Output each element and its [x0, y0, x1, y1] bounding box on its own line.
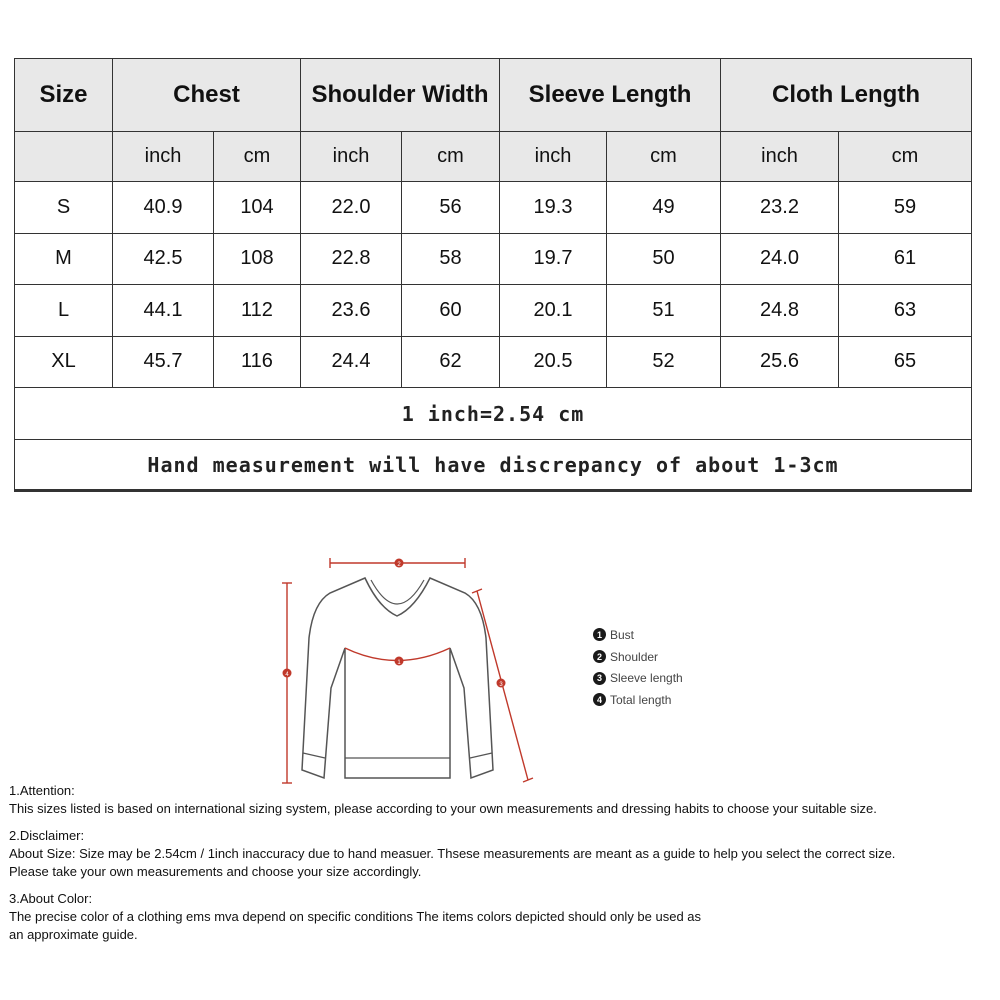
header-shoulder-width: Shoulder Width — [301, 59, 500, 132]
unit-row — [15, 132, 972, 182]
header-chest: Chest — [113, 59, 301, 132]
table-row — [15, 182, 972, 234]
unit-label: inch — [301, 132, 402, 182]
diagram-legend — [593, 624, 753, 711]
header-row — [15, 59, 972, 132]
measurement-lines — [282, 558, 533, 783]
value-cell: 40.9 — [113, 182, 214, 234]
value-cell: 19.3 — [500, 182, 607, 234]
measurement-markers — [283, 559, 506, 689]
legend-item-total-length — [593, 689, 753, 711]
note-text: Please take your own measurements and choose your size accordingly. — [9, 864, 422, 879]
value-cell: 51 — [607, 285, 721, 337]
unit-blank — [15, 132, 113, 182]
header-sleeve-length: Sleeve Length — [500, 59, 721, 132]
value-cell: 23.6 — [301, 285, 402, 337]
attention-note — [9, 782, 997, 818]
color-note — [9, 890, 997, 944]
size-cell: S — [15, 182, 113, 234]
sweater-outline — [302, 578, 493, 778]
value-cell: 59 — [839, 182, 972, 234]
value-cell: 104 — [214, 182, 301, 234]
unit-label: cm — [607, 132, 721, 182]
value-cell: 65 — [839, 336, 972, 388]
value-cell: 62 — [402, 336, 500, 388]
unit-label: cm — [214, 132, 301, 182]
table-row — [15, 336, 972, 388]
value-cell: 56 — [402, 182, 500, 234]
table-row — [15, 285, 972, 337]
value-cell: 20.5 — [500, 336, 607, 388]
value-cell: 112 — [214, 285, 301, 337]
legend-number: 1 — [593, 628, 606, 641]
value-cell: 20.1 — [500, 285, 607, 337]
size-cell: XL — [15, 336, 113, 388]
discrepancy-note: Hand measurement will have discrepancy of about 1-3cm — [15, 440, 971, 491]
value-cell: 52 — [607, 336, 721, 388]
value-cell: 50 — [607, 233, 721, 285]
unit-label: inch — [113, 132, 214, 182]
value-cell: 116 — [214, 336, 301, 388]
value-cell: 63 — [839, 285, 972, 337]
legend-number: 2 — [593, 650, 606, 663]
unit-label: inch — [721, 132, 839, 182]
unit-label: inch — [500, 132, 607, 182]
legend-item-bust — [593, 624, 753, 646]
value-cell: 60 — [402, 285, 500, 337]
size-cell: M — [15, 233, 113, 285]
legend-label: Bust — [610, 627, 635, 642]
unit-label: cm — [839, 132, 972, 182]
value-cell: 44.1 — [113, 285, 214, 337]
value-cell: 61 — [839, 233, 972, 285]
discrepancy-cell — [15, 440, 972, 492]
marker-3-label: 3 — [499, 682, 503, 688]
value-cell: 24.4 — [301, 336, 402, 388]
note-text: The precise color of a clothing ems mva depend on specific conditions The items colors depicted should only be used as — [9, 909, 702, 924]
value-cell: 49 — [607, 182, 721, 234]
conversion-row — [15, 388, 972, 440]
marker-4-label: 4 — [285, 672, 289, 678]
legend-number: 4 — [593, 693, 606, 706]
value-cell: 22.8 — [301, 233, 402, 285]
size-chart-table — [14, 58, 972, 492]
value-cell: 42.5 — [113, 233, 214, 285]
note-text: This sizes listed is based on international sizing system, please according to your own measurements and dressing habits to choose your suitable size. — [9, 801, 877, 816]
header-size: Size — [15, 59, 113, 132]
legend-item-sleeve-length — [593, 667, 753, 689]
note-title: 2.Disclaimer: — [9, 828, 85, 843]
value-cell: 108 — [214, 233, 301, 285]
value-cell: 25.6 — [721, 336, 839, 388]
conversion-note: 1 inch=2.54 cm — [15, 388, 972, 440]
legend-item-shoulder — [593, 646, 753, 668]
value-cell: 24.8 — [721, 285, 839, 337]
legend-label: Total length — [610, 692, 672, 707]
discrepancy-row — [15, 440, 972, 492]
marker-2-label: 2 — [397, 562, 401, 568]
header-cloth-length: Cloth Length — [721, 59, 972, 132]
note-text: an approximate guide. — [9, 927, 138, 942]
table-row — [15, 233, 972, 285]
value-cell: 58 — [402, 233, 500, 285]
note-title: 3.About Color: — [9, 891, 93, 906]
value-cell: 22.0 — [301, 182, 402, 234]
value-cell: 45.7 — [113, 336, 214, 388]
disclaimer-note — [9, 827, 997, 881]
legend-label: Sleeve length — [610, 671, 683, 686]
note-title: 1.Attention: — [9, 783, 75, 798]
value-cell: 23.2 — [721, 182, 839, 234]
legend-label: Shoulder — [610, 649, 659, 664]
marker-1-label: 1 — [397, 660, 401, 666]
size-cell: L — [15, 285, 113, 337]
unit-label: cm — [402, 132, 500, 182]
legend-number: 3 — [593, 672, 606, 685]
value-cell: 24.0 — [721, 233, 839, 285]
note-text: About Size: Size may be 2.54cm / 1inch inaccuracy due to hand measuer. Thsese measurements are meant as a guide to help you select the correct size. — [9, 846, 896, 861]
value-cell: 19.7 — [500, 233, 607, 285]
notes-section — [9, 782, 997, 953]
